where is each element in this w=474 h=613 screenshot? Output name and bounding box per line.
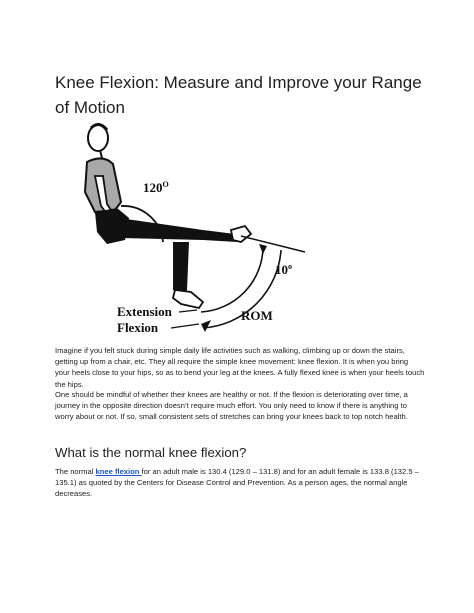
flexion-pointer-line xyxy=(171,324,199,328)
figure-raised-leg xyxy=(119,218,237,242)
knee-flexion-diagram xyxy=(55,114,315,344)
angle-label-10: 10$^o$ xyxy=(275,262,292,277)
label-extension: Extension xyxy=(117,304,172,319)
normal-flexion-paragraph xyxy=(55,466,425,500)
knee-flexion-illustration xyxy=(55,114,315,344)
angle-label-120: $120^O$ xyxy=(143,180,169,195)
rom-arrow-head xyxy=(201,320,211,332)
rom-arc-inner xyxy=(201,248,263,312)
section-heading: What is the normal knee flexion? xyxy=(55,445,247,460)
paragraph-text-end: for an adult male is 130.4 (129.0 – 131.8) and for an adult female is 133.8 (132.5 – 135.1) as quoted by the Centers for Disease Control and Prevention. As a person ages, the normal angle decreases. xyxy=(55,467,419,499)
extension-pointer-line xyxy=(179,310,197,312)
label-rom: ROM xyxy=(241,308,273,323)
page-title: Knee Flexion: Measure and Improve your Range of Motion xyxy=(55,73,422,117)
health-paragraph: One should be mindful of whether their knees are healthy or not. If the flexion is deteriorating over time, a journey in the opposite direction doesn’t require much effort. You only need to know if there is anything to worry about or not. If so, small consistent sets of stretches can bring your knees back to top notch health. xyxy=(55,390,408,422)
label-flexion: Flexion xyxy=(117,320,159,335)
paragraph-text-start: The normal xyxy=(55,467,96,476)
knee-flexion-link[interactable]: knee flexion xyxy=(95,467,142,476)
reference-line xyxy=(241,236,305,252)
figure-flexed-leg xyxy=(173,242,189,294)
intro-paragraph: Imagine if you felt stuck during simple daily life activities such as walking, climbing up or down the stairs, getting up from a chair, etc. They all require the simple knee movement: knee flexion. It is when you bring your heels close to your hips, so as to bend your leg at the knees. A fully flexed knee is when your heels touch the hips. xyxy=(55,346,425,389)
